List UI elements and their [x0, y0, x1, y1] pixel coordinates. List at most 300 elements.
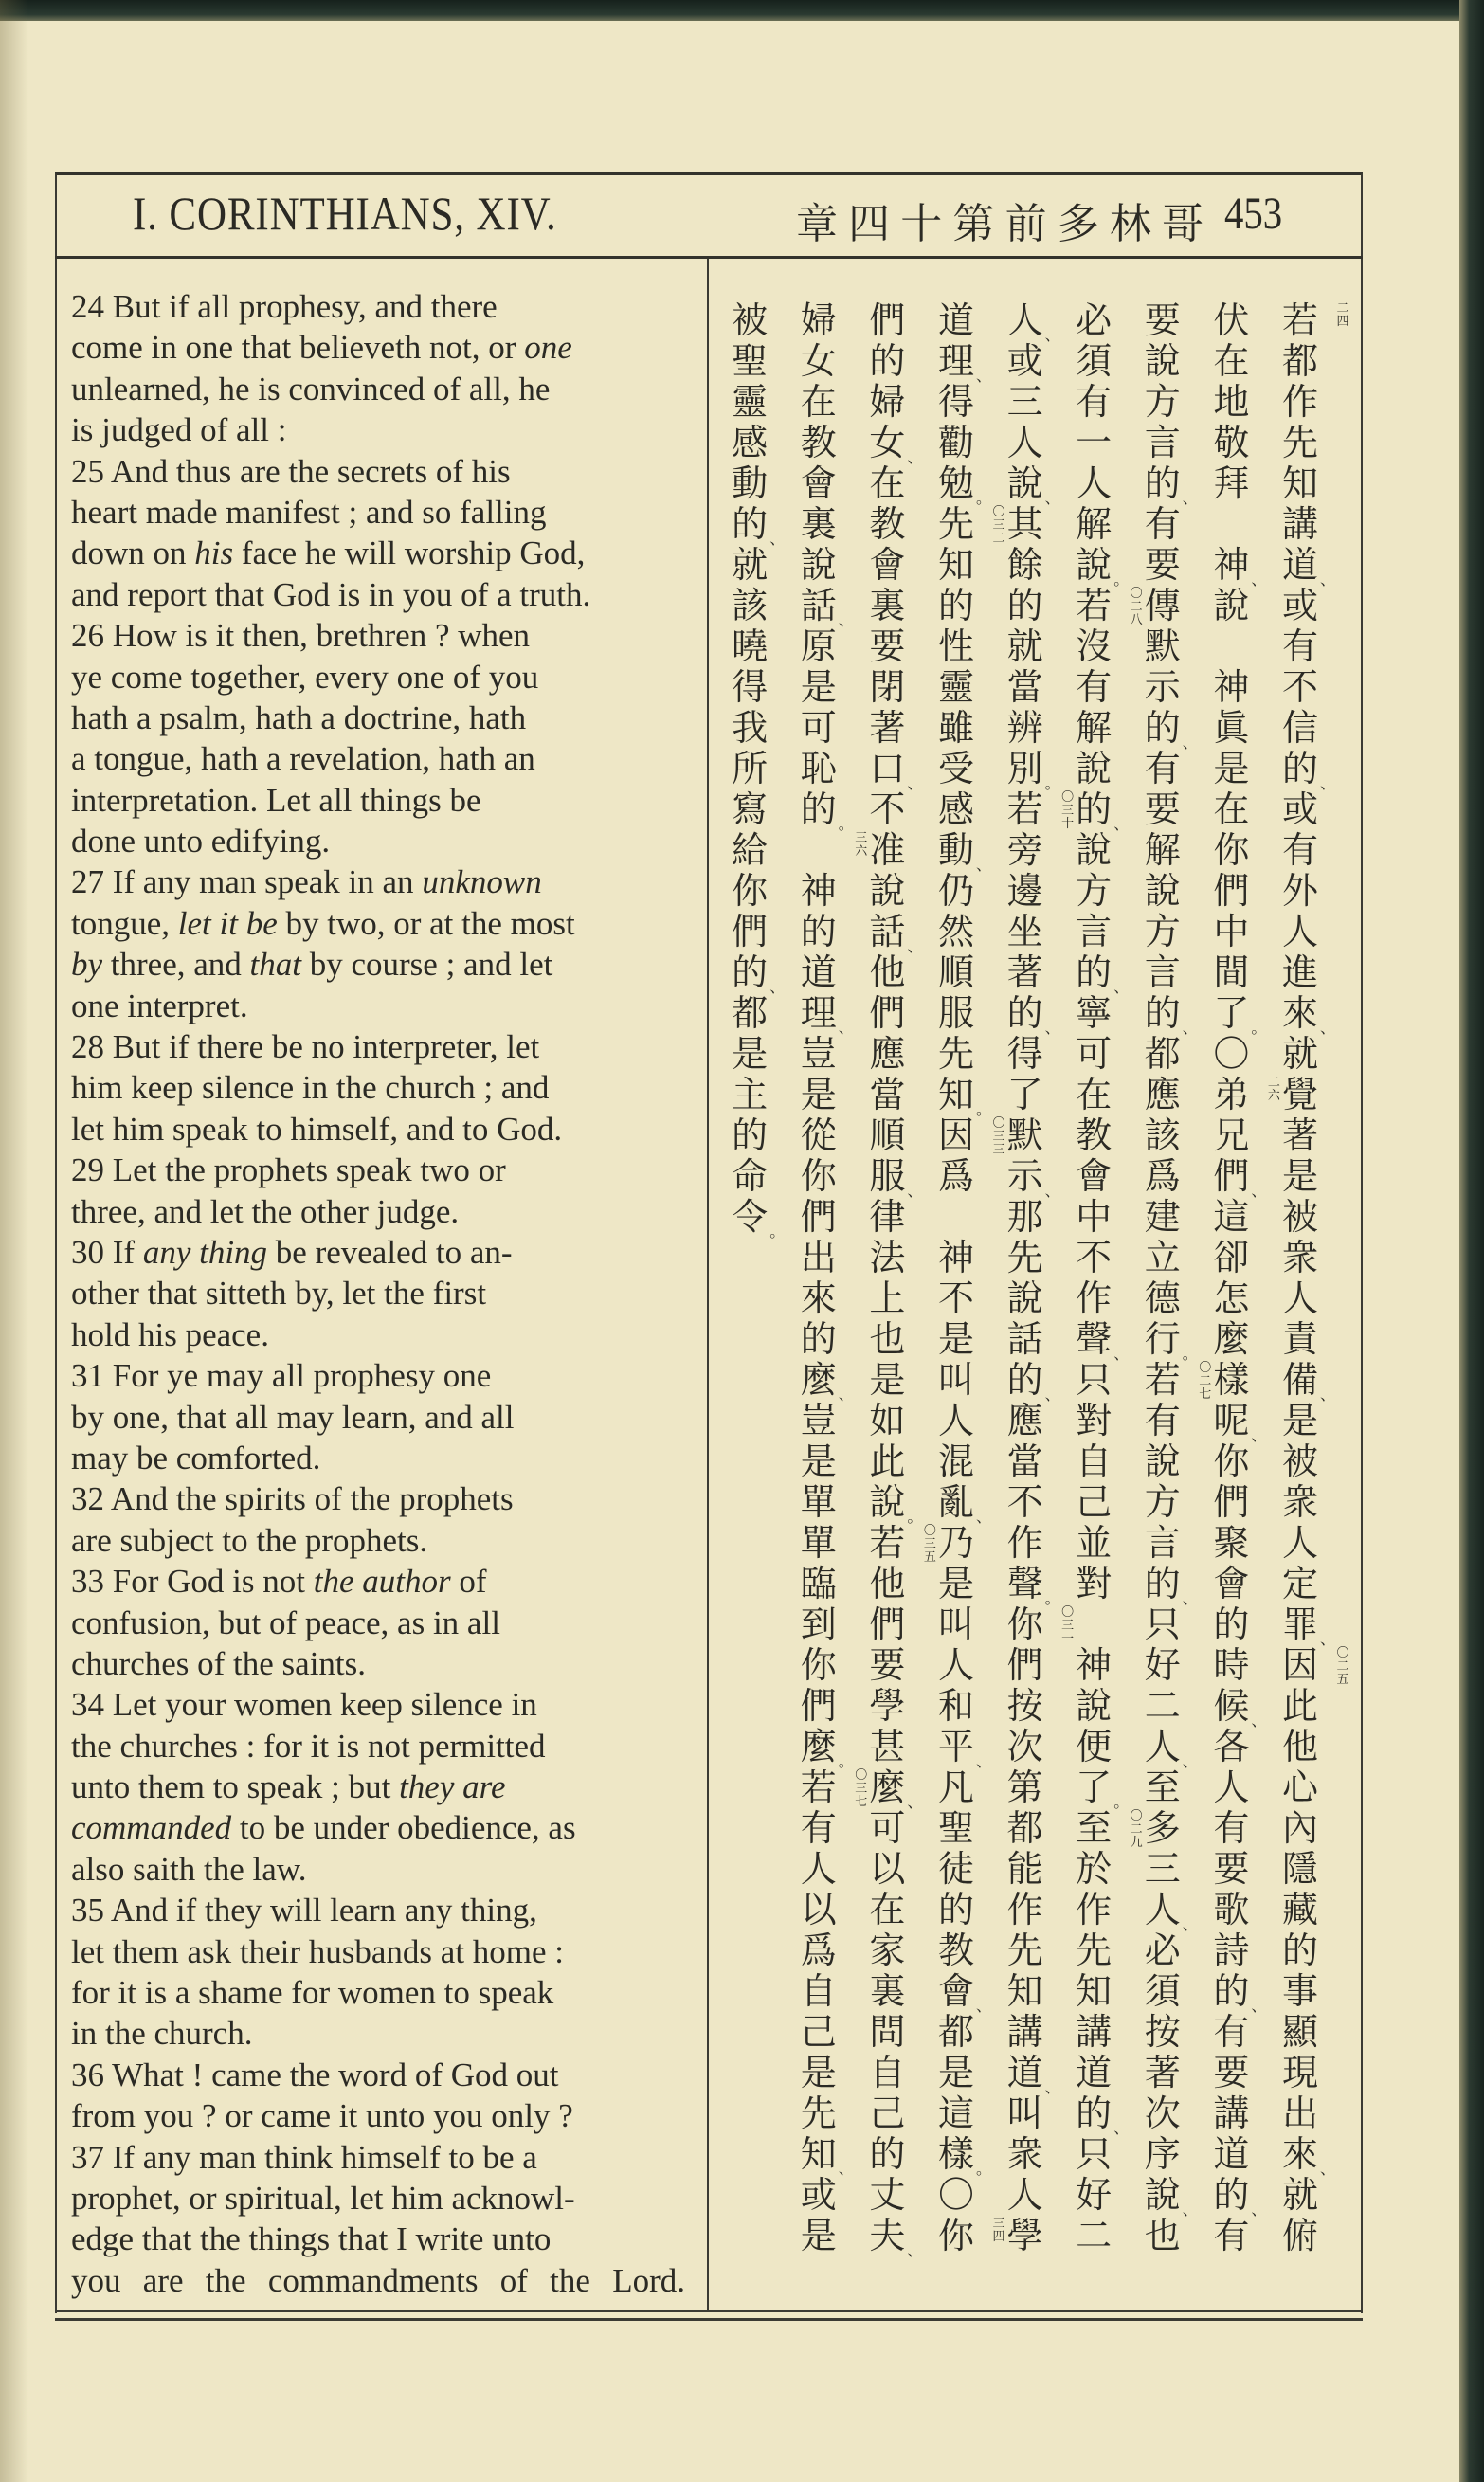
chinese-char: 次 [1144, 2094, 1181, 2134]
chinese-char: 麼 [800, 1728, 837, 1767]
chinese-char: 麼 [1213, 1320, 1250, 1360]
chinese-char: 是 [800, 668, 837, 708]
text: 33 For God is not [71, 1563, 314, 1601]
text: 28 But if there be no interpreter, let [71, 1028, 540, 1066]
period-mark: 。 [1044, 1592, 1060, 1607]
chinese-char: 會 [869, 546, 906, 586]
chinese-char: 卻 [1213, 1239, 1250, 1278]
chinese-char: 和 [937, 1687, 974, 1727]
chinese-char: 徒 [937, 1850, 974, 1890]
chinese-char: 他 [869, 953, 906, 993]
chinese-char: 仍 [937, 872, 974, 912]
comma-mark: 、 [1113, 818, 1130, 833]
text: also saith the law. [71, 1850, 307, 1888]
chinese-char: 的 [1076, 2094, 1113, 2134]
chinese-char: 學 [1006, 2217, 1043, 2256]
comma-mark: 、 [838, 614, 854, 629]
chinese-char: 凡 [937, 1768, 974, 1808]
verse-number: 〇 二 五 [1336, 1645, 1349, 1686]
chinese-char: 有 [800, 1809, 837, 1849]
verse-number: 三 六 [855, 830, 868, 858]
comma-mark: 、 [1113, 2122, 1130, 2137]
verse-line [71, 944, 685, 985]
chinese-char: 被 [1281, 1442, 1318, 1482]
chinese-char: 信 [1281, 709, 1318, 749]
title-char: 十 [900, 201, 943, 247]
verse-line [71, 409, 685, 450]
verse-line [71, 1520, 685, 1561]
running-title-english: I. CORINTHIANS, XIV. [133, 187, 557, 240]
chinese-char: 說 [1006, 1279, 1043, 1319]
text: done unto edifying. [71, 823, 331, 861]
chinese-char: 上 [869, 1279, 906, 1319]
comma-mark: 、 [1182, 2203, 1198, 2219]
chinese-char: 得 [732, 668, 769, 708]
comma-mark: 、 [976, 2000, 991, 2015]
chinese-column [868, 301, 936, 2301]
comma-mark: 、 [1044, 329, 1060, 344]
chinese-char: 要 [1213, 2054, 1250, 2093]
chinese-char: 若 [1144, 1361, 1181, 1401]
chinese-char: 覺 [1281, 1076, 1318, 1115]
chinese-char: 時 [1213, 1646, 1250, 1686]
chinese-char: 進 [1281, 953, 1318, 993]
chinese-char: 須 [1144, 1972, 1181, 2012]
text: let him speak to himself, and to God. [71, 1110, 563, 1148]
page-number: 453 [1224, 189, 1283, 239]
chinese-char: 或 [1006, 342, 1043, 382]
chinese-char: 己 [869, 2094, 906, 2134]
verse-line [71, 861, 685, 902]
chinese-char: 可 [800, 709, 837, 749]
verse-line [71, 1766, 685, 1807]
chinese-char: 給 [732, 831, 769, 871]
chinese-char: 知 [1076, 1972, 1113, 2012]
period-mark: 。 [769, 1225, 786, 1241]
chinese-char: 豈 [800, 1402, 837, 1441]
verse-line [71, 1355, 685, 1396]
chinese-char: 對 [1076, 1402, 1113, 1441]
chinese-char: 乃 [937, 1524, 974, 1564]
chinese-char: 有 [1144, 1402, 1181, 1441]
text: by course ; and let [300, 946, 553, 984]
chinese-char: 樣 [937, 2135, 974, 2175]
title-char: 多 [1057, 201, 1099, 247]
chinese-char: 律 [869, 1198, 906, 1238]
chinese-char: 麼 [869, 1768, 906, 1808]
chinese-char: 自 [800, 1972, 837, 2012]
chinese-char: 裏 [800, 505, 837, 545]
chinese-char: 要 [1213, 1850, 1250, 1890]
chinese-char: 至 [1144, 1768, 1181, 1808]
chinese-char: 或 [1281, 790, 1318, 830]
chinese-char: 爲 [800, 1931, 837, 1971]
chinese-char: 的 [1144, 994, 1181, 1034]
comma-mark: 、 [1182, 492, 1198, 507]
period-mark: 。 [976, 1103, 991, 1118]
chinese-char: 教 [869, 505, 906, 545]
comma-mark: 、 [1251, 1429, 1267, 1444]
chinese-char: 知 [1006, 1972, 1043, 2012]
chinese-char: 須 [1076, 342, 1113, 382]
chinese-char: 定 [1281, 1565, 1318, 1604]
chinese-char: 要 [1144, 790, 1181, 830]
chinese-char: 甚 [869, 1728, 906, 1767]
chinese-char: 是 [937, 2054, 974, 2093]
chinese-char: 們 [869, 301, 906, 341]
verse-line [71, 1931, 685, 1972]
chinese-char: 方 [1144, 913, 1181, 952]
chinese-char: 靈 [937, 668, 974, 708]
chinese-char: 的 [1076, 953, 1113, 993]
verse-line [71, 327, 685, 368]
comma-mark: 、 [907, 2244, 923, 2259]
chinese-char: 理 [937, 342, 974, 382]
chinese-char: 道 [1006, 2054, 1043, 2093]
verse-line [71, 2178, 685, 2219]
verse-line [71, 1726, 685, 1766]
verse-line [71, 1026, 685, 1067]
chinese-char: 說 [1144, 342, 1181, 382]
comma-mark: 、 [1044, 2081, 1060, 2096]
text: be revealed to an- [267, 1233, 513, 1271]
italic-text: any thing [142, 1233, 268, 1271]
verse-line [71, 533, 685, 573]
chinese-char: 事 [1281, 1972, 1318, 2012]
chinese-char: 的 [732, 1116, 769, 1156]
comma-mark: 、 [1320, 1388, 1335, 1404]
comma-mark: 、 [1320, 573, 1335, 589]
chinese-char: 問 [869, 2013, 906, 2053]
text: interpretation. Let all things be [71, 781, 481, 819]
chinese-char: 平 [937, 1728, 974, 1767]
chinese-char: 學 [869, 1687, 906, 1727]
chinese-char: 家 [869, 1931, 906, 1971]
chinese-char: 二 [1076, 2217, 1113, 2256]
chinese-char: 的 [1144, 709, 1181, 749]
header-rule [55, 256, 1363, 259]
chinese-char: 神 [937, 1239, 974, 1278]
chinese-char: 只 [1144, 1605, 1181, 1645]
chinese-char: 歌 [1213, 1891, 1250, 1930]
chinese-char: 餘 [1006, 546, 1043, 586]
chinese-column [1006, 301, 1075, 2301]
title-char: 哥 [1161, 201, 1203, 247]
chinese-char: 在 [1213, 342, 1250, 382]
period-mark: 。 [1113, 573, 1130, 589]
chinese-char: 言 [1076, 913, 1113, 952]
chinese-char: 的 [1144, 464, 1181, 504]
text: 25 And thus are the secrets of his [71, 452, 511, 490]
verse-number: 〇 三 二 [992, 504, 1005, 545]
period-mark: 。 [976, 2163, 991, 2178]
chinese-char: 是 [1281, 1157, 1318, 1197]
chinese-char: 眞 [1213, 709, 1250, 749]
chinese-char: 的 [800, 790, 837, 830]
chinese-char: 好 [1076, 2176, 1113, 2216]
chinese-char: 作 [1076, 1279, 1113, 1319]
chinese-char: 出 [1281, 2094, 1318, 2134]
chinese-char: 混 [937, 1442, 974, 1482]
italic-text: one [524, 329, 572, 367]
chinese-char: 們 [800, 1687, 837, 1727]
text: hold his peace. [71, 1315, 269, 1353]
chinese-char: 要 [1144, 301, 1181, 341]
chinese-char: 來 [1281, 2135, 1318, 2175]
chinese-char: 就 [1281, 1035, 1318, 1075]
chinese-char: 責 [1281, 1320, 1318, 1360]
text: 37 If any man think himself to be a [71, 2138, 537, 2176]
chinese-char: 以 [869, 1850, 906, 1890]
verse-line [71, 1109, 685, 1150]
chinese-char: 序 [1144, 2135, 1181, 2175]
chinese-char: 著 [869, 709, 906, 749]
chinese-char: 先 [800, 2094, 837, 2134]
chinese-char: 的 [732, 953, 769, 993]
chinese-char: 並 [1076, 1524, 1113, 1564]
chinese-char: 三 [1006, 383, 1043, 423]
chinese-char: 要 [869, 627, 906, 667]
chinese-char: 間 [1213, 953, 1250, 993]
chinese-char: 我 [732, 709, 769, 749]
comma-mark: 、 [1044, 492, 1060, 507]
text: for it is a shame for women to speak [71, 1974, 554, 2012]
text: 36 What ! came the word of God out [71, 2056, 559, 2093]
chinese-char: 的 [1006, 587, 1043, 626]
verse-line [71, 615, 685, 656]
chinese-char: 教 [1076, 1116, 1113, 1156]
text: 34 Let your women keep silence in [71, 1686, 537, 1724]
chinese-char: 若 [1076, 587, 1113, 626]
chinese-char: 著 [1006, 953, 1043, 993]
chinese-char: 知 [937, 1076, 974, 1115]
chinese-char: 的 [800, 913, 837, 952]
verse-number: 三 四 [992, 2216, 1005, 2243]
period-mark: 。 [976, 492, 991, 507]
chinese-char: 夫 [869, 2217, 906, 2256]
chinese-char: 這 [937, 2094, 974, 2134]
comma-mark: 、 [838, 1388, 854, 1404]
chinese-char: 說 [1076, 750, 1113, 789]
chinese-column [1212, 301, 1280, 2301]
verse-line [71, 1067, 685, 1108]
chinese-char: 說 [1144, 2176, 1181, 2216]
title-char: 林 [1109, 201, 1151, 247]
chinese-char: 是 [1281, 1402, 1318, 1441]
chinese-char: 順 [937, 953, 974, 993]
period-mark: 。 [1251, 1022, 1267, 1037]
chinese-char: 人 [1006, 301, 1043, 341]
verse-line [71, 369, 685, 409]
comma-mark: 、 [976, 1755, 991, 1770]
chinese-char: 的 [1006, 1361, 1043, 1401]
chinese-char: 單 [800, 1524, 837, 1564]
comma-mark: 、 [838, 2163, 854, 2178]
chinese-char: 有 [1076, 383, 1113, 423]
chinese-char: 就 [1281, 2176, 1318, 2216]
verse-line [71, 1643, 685, 1684]
text: by one, that all may learn, and all [71, 1398, 515, 1436]
verse-number: 二 四 [1336, 300, 1349, 328]
chinese-char: 衆 [1281, 1483, 1318, 1523]
verse-number: 〇 三 一 [1061, 1604, 1075, 1645]
comma-mark: 、 [976, 859, 991, 874]
verse-number: 〇 二 七 [1199, 1360, 1212, 1401]
chinese-char: 臨 [800, 1565, 837, 1604]
text: heart made manifest ; and so falling [71, 493, 547, 531]
chinese-char: 令 [732, 1198, 769, 1238]
chinese-char: 因 [1281, 1646, 1318, 1686]
chinese-char: 人 [1144, 1728, 1181, 1767]
chinese-column [1281, 301, 1349, 2301]
text: of [450, 1563, 487, 1601]
chinese-char: 己 [1076, 1483, 1113, 1523]
chinese-char: 的 [732, 505, 769, 545]
chinese-char: 立 [1144, 1239, 1181, 1278]
verse-number: 〇 三 七 [855, 1767, 868, 1808]
chinese-char [1212, 505, 1250, 546]
chinese-char: 中 [1076, 1198, 1113, 1238]
verse-line [71, 1561, 685, 1602]
chinese-char: 各 [1213, 1728, 1250, 1767]
chinese-char: 〇 [937, 2176, 974, 2216]
chinese-char: 按 [1144, 2013, 1181, 2053]
text: let them ask their husbands at home : [71, 1932, 565, 1970]
chinese-char: 默 [1144, 627, 1181, 667]
chinese-char: 說 [800, 546, 837, 586]
chinese-char: 怎 [1213, 1279, 1250, 1319]
comma-mark: 、 [769, 981, 786, 996]
chinese-char: 先 [1076, 1931, 1113, 1971]
chinese-char: 道 [1076, 2054, 1113, 2093]
chinese-char: 如 [869, 1402, 906, 1441]
chinese-char: 是 [937, 1320, 974, 1360]
chinese-char: 說 [869, 1483, 906, 1523]
chinese-char: 們 [1213, 1483, 1250, 1523]
text: confusion, but of peace, as in all [71, 1603, 500, 1641]
text: other that sitteth by, let the first [71, 1275, 487, 1313]
column-divider [707, 259, 709, 2310]
text: tongue, [71, 904, 178, 942]
chinese-char: 示 [1144, 668, 1181, 708]
chinese-char: 神 [1076, 1646, 1113, 1686]
chinese-char: 可 [869, 1809, 906, 1849]
chinese-char: 的 [1144, 1565, 1181, 1604]
chinese-char: 你 [732, 872, 769, 912]
chinese-char: 得 [937, 383, 974, 423]
chinese-char: 〇 [1213, 1035, 1250, 1075]
chinese-char: 也 [869, 1320, 906, 1360]
italic-text: let it be [177, 904, 278, 942]
chinese-char: 解 [1076, 709, 1113, 749]
chinese-char: 顯 [1281, 2013, 1318, 2053]
chinese-char: 三 [1144, 1850, 1181, 1890]
chinese-char: 先 [937, 1035, 974, 1075]
chinese-char: 衆 [1006, 2135, 1043, 2175]
text: three, and [102, 946, 250, 984]
chinese-char: 先 [1281, 424, 1318, 463]
comma-mark: 、 [838, 1022, 854, 1037]
chinese-char: 得 [1006, 1035, 1043, 1075]
chinese-char: 靈 [732, 383, 769, 423]
chinese-char: 若 [869, 1524, 906, 1564]
title-char: 前 [1004, 201, 1047, 247]
chinese-char: 講 [1076, 2013, 1113, 2053]
comma-mark: 、 [1113, 1348, 1130, 1363]
chinese-char: 聲 [1076, 1320, 1113, 1360]
chinese-char: 要 [1144, 546, 1181, 586]
chinese-char: 知 [800, 2135, 837, 2175]
verse-line [71, 1232, 685, 1273]
chinese-char: 人 [800, 1850, 837, 1890]
chinese-char: 只 [1076, 1361, 1113, 1401]
chinese-char: 有 [1144, 750, 1181, 789]
period-mark: 。 [838, 1755, 854, 1770]
comma-mark: 、 [1320, 777, 1335, 792]
chinese-char: 備 [1281, 1361, 1318, 1401]
chinese-char: 必 [1144, 1931, 1181, 1971]
comma-mark: 、 [1113, 981, 1130, 996]
chinese-char: 了 [1006, 1076, 1043, 1115]
verse-line [71, 2137, 685, 2178]
bottom-rule [55, 2310, 1363, 2312]
period-mark: 。 [907, 1511, 923, 1526]
verse-line [71, 1807, 685, 1848]
chinese-char: 作 [1076, 1891, 1113, 1930]
chinese-char: 因 [937, 1116, 974, 1156]
italic-text: that [249, 946, 301, 984]
chinese-char: 對 [1076, 1565, 1113, 1604]
chinese-char [1212, 627, 1250, 668]
chinese-char: 方 [1144, 383, 1181, 423]
chinese-char: 方 [1076, 872, 1113, 912]
chinese-char: 拜 [1213, 464, 1250, 504]
comma-mark: 、 [907, 1185, 923, 1200]
chinese-char: 到 [800, 1605, 837, 1645]
chinese-char: 一 [1076, 424, 1113, 463]
chinese-char: 們 [869, 994, 906, 1034]
chinese-char: 叫 [1006, 2094, 1043, 2134]
chinese-char: 要 [869, 1646, 906, 1686]
title-char: 四 [848, 201, 891, 247]
chinese-char: 旁 [1006, 831, 1043, 871]
chinese-char: 感 [937, 790, 974, 830]
chinese-char: 的 [869, 2135, 906, 2175]
chinese-char: 他 [869, 1565, 906, 1604]
chinese-char: 有 [1213, 2217, 1250, 2256]
chinese-char: 出 [800, 1239, 837, 1278]
chinese-char: 他 [1281, 1728, 1318, 1767]
text: are subject to the prophets. [71, 1521, 428, 1559]
chinese-char: 是 [800, 1076, 837, 1115]
chinese-char: 們 [1213, 1157, 1250, 1197]
chinese-char [1075, 1605, 1113, 1646]
verse-line [71, 738, 685, 779]
chinese-char: 勉 [937, 464, 974, 504]
chinese-char: 你 [800, 1646, 837, 1686]
chinese-char: 知 [937, 546, 974, 586]
verse-line [71, 1150, 685, 1190]
period-mark: 。 [838, 818, 854, 833]
chinese-char: 中 [1213, 913, 1250, 952]
chinese-char: 寧 [1076, 994, 1113, 1034]
chinese-char: 婦 [869, 383, 906, 423]
chinese-char: 呢 [1213, 1402, 1250, 1441]
chinese-char: 麼 [800, 1361, 837, 1401]
chinese-column [1144, 301, 1212, 2301]
text: churches of the saints. [71, 1644, 367, 1682]
chinese-char: 伏 [1213, 301, 1250, 341]
